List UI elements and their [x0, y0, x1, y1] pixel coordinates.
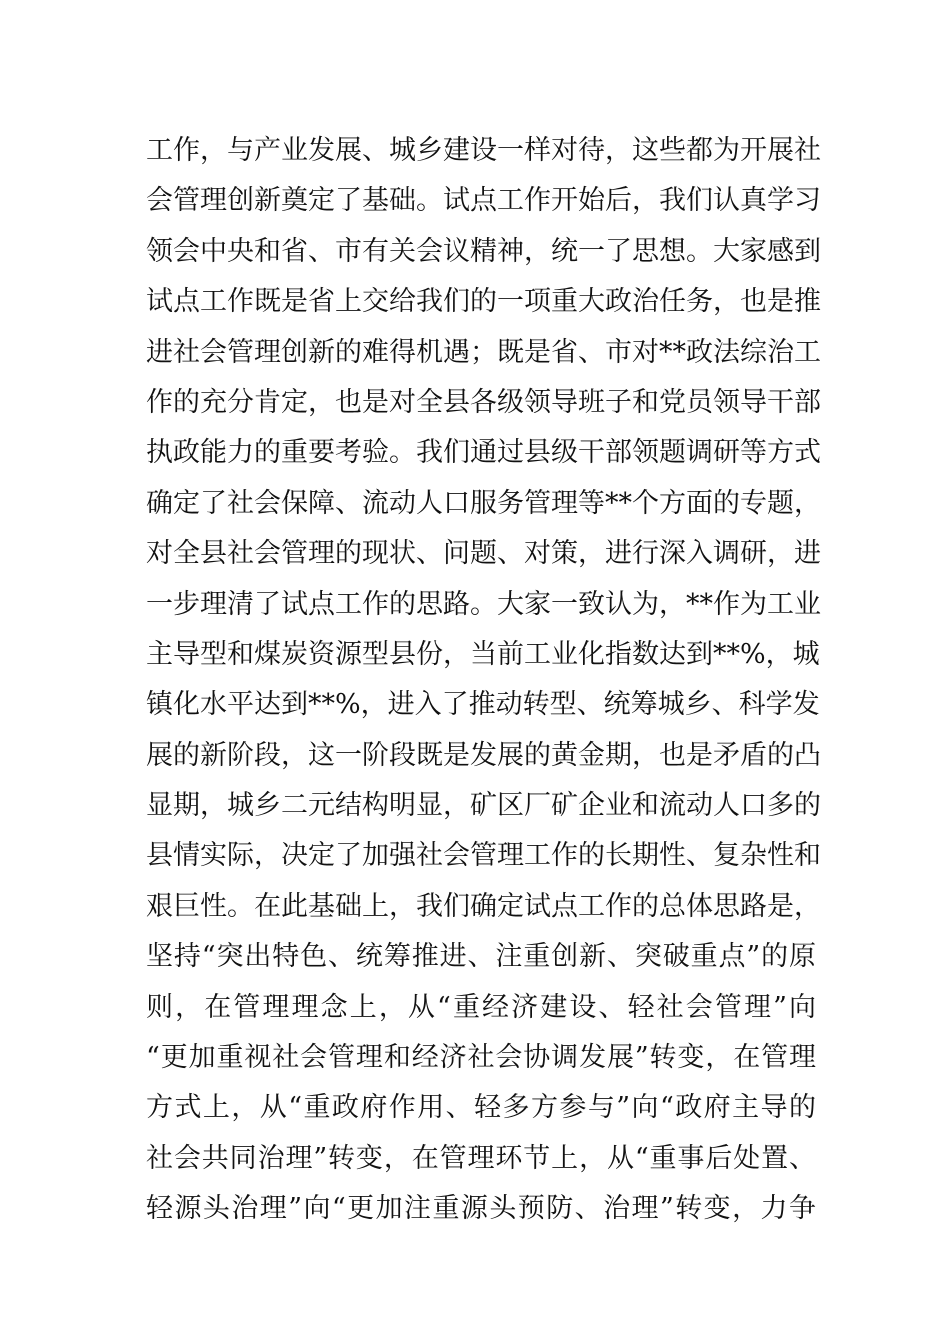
text-line: 坚持“突出特色、统筹推进、注重创新、突破重点”的原: [146, 941, 816, 973]
text-line: 执政能力的重要考验。我们通过县级干部领题调研等方式: [146, 437, 821, 469]
text-line: 对全县社会管理的现状、问题、对策，进行深入调研，进: [146, 538, 821, 570]
text-line: 社会共同治理”转变，在管理环节上，从“重事后处置、: [146, 1142, 816, 1174]
text-line: 县情实际，决定了加强社会管理工作的长期性、复杂性和: [146, 840, 821, 872]
text-line: 方式上，从“重政府作用、轻多方参与”向“政府主导的: [146, 1092, 816, 1124]
text-line: 一步理清了试点工作的思路。大家一致认为，**作为工业: [146, 588, 821, 620]
text-line: 进社会管理创新的难得机遇；既是省、市对**政法综治工: [146, 336, 821, 368]
text-line: 确定了社会保障、流动人口服务管理等**个方面的专题，: [146, 487, 821, 519]
body-text: [146, 126, 821, 1235]
text-line: 会管理创新奠定了基础。试点工作开始后，我们认真学习: [146, 185, 821, 217]
text-line: 主导型和煤炭资源型县份，当前工业化指数达到**%，城: [146, 638, 820, 670]
text-line: 试点工作既是省上交给我们的一项重大政治任务，也是推: [146, 286, 821, 318]
text-line: “更加重视社会管理和经济社会协调发展”转变，在管理: [146, 1042, 816, 1074]
text-line: 工作，与产业发展、城乡建设一样对待，这些都为开展社: [146, 135, 821, 166]
text-line: 领会中央和省、市有关会议精神，统一了思想。大家感到: [146, 235, 821, 267]
text-line: 作的充分肯定，也是对全县各级领导班子和党员领导干部: [146, 386, 821, 418]
text-line: 镇化水平达到**%，进入了推动转型、统筹城乡、科学发: [146, 689, 820, 721]
text-line: 显期，城乡二元结构明显，矿区厂矿企业和流动人口多的: [146, 790, 821, 822]
text-line: 艰巨性。在此基础上，我们确定试点工作的总体思路是，: [146, 890, 821, 922]
text-line: 轻源头治理”向“更加注重源头预防、治理”转变，力争: [146, 1193, 816, 1225]
text-line: 则，在管理理念上，从“重经济建设、轻社会管理”向: [146, 991, 816, 1023]
text-line: 展的新阶段，这一阶段既是发展的黄金期，也是矛盾的凸: [146, 739, 821, 771]
